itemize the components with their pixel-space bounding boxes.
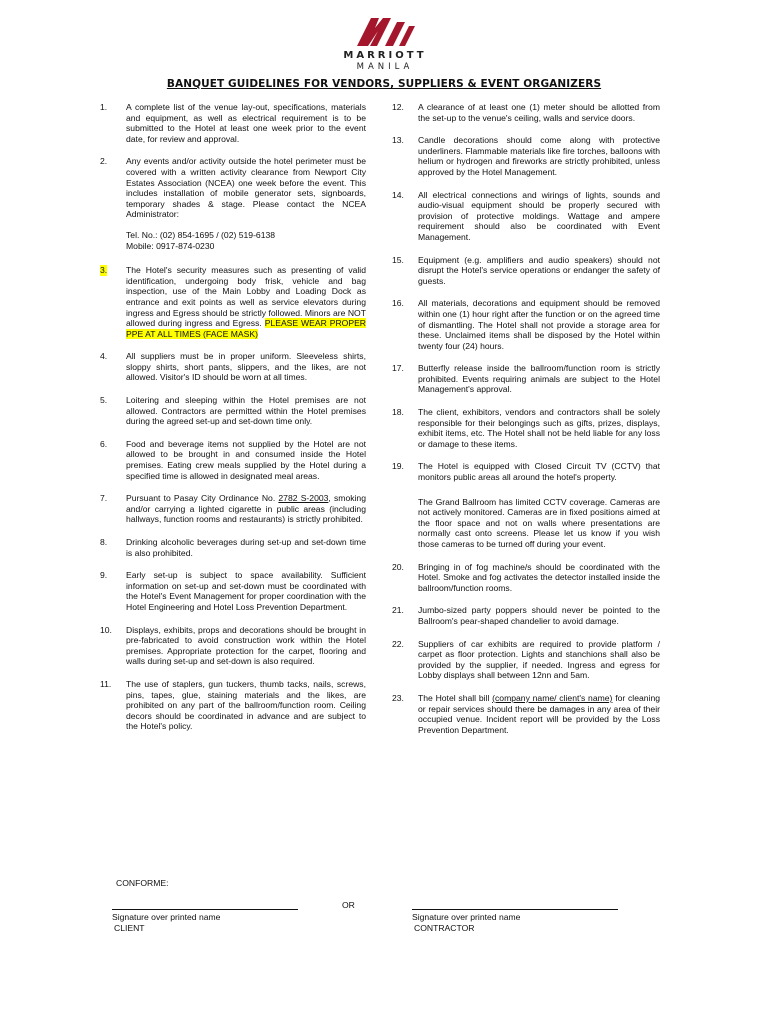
- guideline-item-3: [100, 265, 366, 339]
- client-signature-line: [112, 909, 298, 910]
- page-title: BANQUET GUIDELINES FOR VENDORS, SUPPLIERS & EVENT ORGANIZERS: [166, 78, 602, 90]
- guideline-item-2: [100, 156, 366, 251]
- contact-tel: Tel. No.: (02) 854-1695 / (02) 519-6138: [126, 229, 276, 240]
- brand-name: MARRIOTT: [343, 50, 427, 61]
- guideline-item-22: [392, 639, 660, 681]
- item-number: 8.: [100, 537, 108, 547]
- guideline-item-10: [100, 625, 366, 667]
- item-text: Equipment (e.g. amplifiers and audio speakers) should not disrupt the Hotel's service operations or endanger the safety of guests.: [418, 254, 660, 286]
- item-text-after: for cleaning or repair services should there be damages in any area of their occupied venue. Incident report will be provided by the Loss Prevention Department.: [418, 692, 661, 735]
- guideline-item-18: [392, 407, 660, 449]
- item-text: The use of staplers, gun tuckers, thumb tacks, nails, screws, pins, tapes, glue, staining materials and the likes, are prohibited on any part of the ballroom/function room. Ceiling decors should be coordinated in advance and are subject to the Hotel's policy.: [126, 678, 366, 732]
- guideline-item-19: [392, 461, 660, 549]
- item-text: All suppliers must be in proper uniform. Sleeveless shirts, sloppy shirts, short pants, slippers, and the likes, are not allowed. Visitor's ID should be worn at all times.: [126, 351, 366, 383]
- guideline-item-8: [100, 537, 366, 558]
- item-number: 19.: [392, 461, 404, 472]
- item-number: 9.: [100, 570, 108, 581]
- guideline-item-5: [100, 395, 366, 427]
- item-number: 4.: [100, 351, 108, 362]
- item-number: 13.: [392, 135, 404, 146]
- item-text: Displays, exhibits, props and decorations should be brought in pre-fabricated to avoid construction work within the Hotel premises. Appropriate protection for the carpet, flooring and walls during set-up and set-down is also required.: [126, 624, 366, 667]
- contact-mobile: Mobile: 0917-874-0230: [126, 240, 215, 251]
- item-text: All electrical connections and wirings of lights, sounds and audio-visual equipment should be properly secured with provision of protective moldings. Wattage and ampere requirement should also be coordinated with Event Management.: [418, 189, 660, 242]
- item-text: Bringing in of fog machine/s should be coordinated with the Hotel. Smoke and fog activates the detector installed inside the ballroom/function rooms.: [418, 561, 660, 593]
- item-text: The Hotel is equipped with Closed Circuit TV (CCTV) that monitors public areas all around the hotel's property.: [418, 461, 660, 483]
- guideline-item-16: [392, 298, 660, 351]
- item-text: The Hotel's security measures such as presenting of valid identification, undergoing body frisk, vehicle and bag inspection, use of the Main Lobby and Loading Dock as entrance and exit points as well as service elevators during ingress and Egress should be strictly followed. Minors are NOT allowed during ingress and Egress.: [126, 265, 366, 329]
- right-column: [392, 102, 660, 735]
- left-column: [100, 102, 366, 732]
- item-text-before: The Hotel shall bill: [418, 692, 490, 703]
- client-signature-block: [112, 912, 220, 934]
- item-text: Suppliers of car exhibits are required to provide platform / carpet as floor protection. Lights and stanchions shall also be provided by the supplier, if needed. Ingress and egress for Lobby displays shall between 12nn and 5am.: [418, 638, 660, 681]
- guideline-item-11: [100, 679, 366, 732]
- item-text: Early set-up is subject to space availability. Sufficient information on set-up and set-down must be coordinated with the Hotel's Event Management for proper coordination with the Hotel Engineering and Hotel Loss Prevention Department.: [126, 570, 366, 612]
- guideline-item-4: [100, 351, 366, 383]
- item-number: 18.: [392, 407, 404, 418]
- item-number: 11.: [100, 678, 112, 689]
- marriott-m-icon: [353, 14, 417, 48]
- item-text: Food and beverage items not supplied by the Hotel are not allowed to be brought in and consumed inside the Hotel premises. Eating crew meals supplied by the Hotel during a specified time is allowed in designated meal areas.: [126, 438, 366, 481]
- guideline-item-7: [100, 493, 366, 525]
- contractor-label: CONTRACTOR: [414, 923, 475, 933]
- ppe-highlight: PLEASE WEAR PROPER PPE AT ALL TIMES (FACE MASK): [126, 318, 367, 339]
- item-number: 22.: [392, 638, 404, 649]
- item-number: 16.: [392, 298, 404, 309]
- item-number: 1.: [100, 102, 108, 112]
- guideline-item-1: [100, 102, 366, 144]
- brand-city: MANILA: [356, 62, 414, 72]
- item-number: 17.: [392, 363, 404, 374]
- guideline-item-12: [392, 102, 660, 123]
- guideline-item-20: [392, 562, 660, 594]
- item-number: 10.: [100, 624, 112, 635]
- item-text: Loitering and sleeping within the Hotel premises are not allowed. Contractors are permitted within the Hotel premises during the agreed set-up and set-down time only.: [126, 395, 366, 427]
- item-number: 3.: [100, 265, 108, 276]
- item-text: Butterfly release inside the ballroom/function room is strictly prohibited. Events requiring animals are subject to the Hotel Management's approval.: [418, 363, 660, 395]
- item-number: 21.: [392, 605, 404, 616]
- signature-section: [0, 878, 768, 938]
- or-label: OR: [342, 900, 355, 910]
- contractor-signature-block: [412, 912, 520, 934]
- guideline-item-14: [392, 190, 660, 243]
- ordinance-number: 2782 S-2003: [278, 493, 329, 504]
- guideline-item-21: [392, 605, 660, 626]
- cctv-note: The Grand Ballroom has limited CCTV coverage. Cameras are not actively monitored. Cameras are in fixed positions aimed at the floor space and not on walls where presentations are normally cast onto screens. Please let us know if you wish those cameras to be turned off during your event.: [418, 496, 660, 549]
- guideline-item-9: [100, 570, 366, 612]
- item-text-before: Pursuant to Pasay City Ordinance No.: [126, 493, 276, 504]
- item-number: 12.: [392, 102, 404, 112]
- item-number: 15.: [392, 254, 404, 265]
- item-text: Any events and/or activity outside the hotel perimeter must be covered with a written activity clearance from Newport City Estates Association (NCEA) one week before the event. This includes installation of mobile generator sets, signboards, temporary shades & stage. Please contact the NCEA Administrator:: [126, 156, 366, 220]
- conforme-label: CONFORME:: [116, 878, 169, 888]
- item-number: 14.: [392, 189, 404, 200]
- item-text-after: , smoking and/or carrying a lighted cigarette in public areas (including hallways, function rooms and restaurants) is strictly prohibited.: [126, 493, 366, 525]
- item-number: 2.: [100, 156, 108, 167]
- item-text: Jumbo-sized party poppers should never be pointed to the Ballroom's pear-shaped chandelier to avoid damage.: [418, 605, 660, 626]
- item-text: A clearance of at least one (1) meter should be allotted from the set-up to the venue's ceiling, walls and service doors.: [418, 102, 660, 123]
- item-text: A complete list of the venue lay-out, specifications, materials and equipment, as well as electrical requirement is to be submitted to the Hotel at least one week prior to the event date, for review and approval.: [126, 102, 366, 144]
- item-text: Candle decorations should come along with protective underliners. Flammable materials like fire torches, balloons with helium or hydrogen and fireworks are strictly prohibited, unless approved by the Hotel Management.: [418, 135, 660, 177]
- contractor-sig-label: Signature over printed name: [412, 912, 521, 922]
- guideline-item-6: [100, 439, 366, 481]
- guideline-item-13: [392, 135, 660, 177]
- client-label: CLIENT: [114, 923, 145, 933]
- contractor-signature-line: [412, 909, 618, 910]
- guideline-item-23: [392, 693, 660, 735]
- marriott-logo: [300, 14, 470, 72]
- item-text: The client, exhibitors, vendors and contractors shall be solely responsible for their belongings such as gifts, prizes, displays, exhibit items, etc. The Hotel shall not be held liable for any loss or damage to these items.: [418, 407, 660, 449]
- item-number: 7.: [100, 493, 108, 504]
- item-number: 23.: [392, 692, 404, 703]
- item-number: 20.: [392, 561, 404, 572]
- bill-to-field: (company name/ client's name): [492, 692, 613, 703]
- guideline-item-15: [392, 255, 660, 287]
- guideline-item-17: [392, 363, 660, 395]
- item-text: Drinking alcoholic beverages during set-up and set-down time is also prohibited.: [126, 537, 366, 558]
- client-sig-label: Signature over printed name: [112, 912, 221, 922]
- item-number: 5.: [100, 395, 108, 406]
- item-number: 6.: [100, 438, 108, 449]
- item-text: All materials, decorations and equipment should be removed within one (1) hour right after the function or on the agreed time of dismantling. The Hotel shall not provide a storage area for these. Unclaimed items shall be disposed by the Hotel within twenty four (24) hours.: [418, 298, 660, 351]
